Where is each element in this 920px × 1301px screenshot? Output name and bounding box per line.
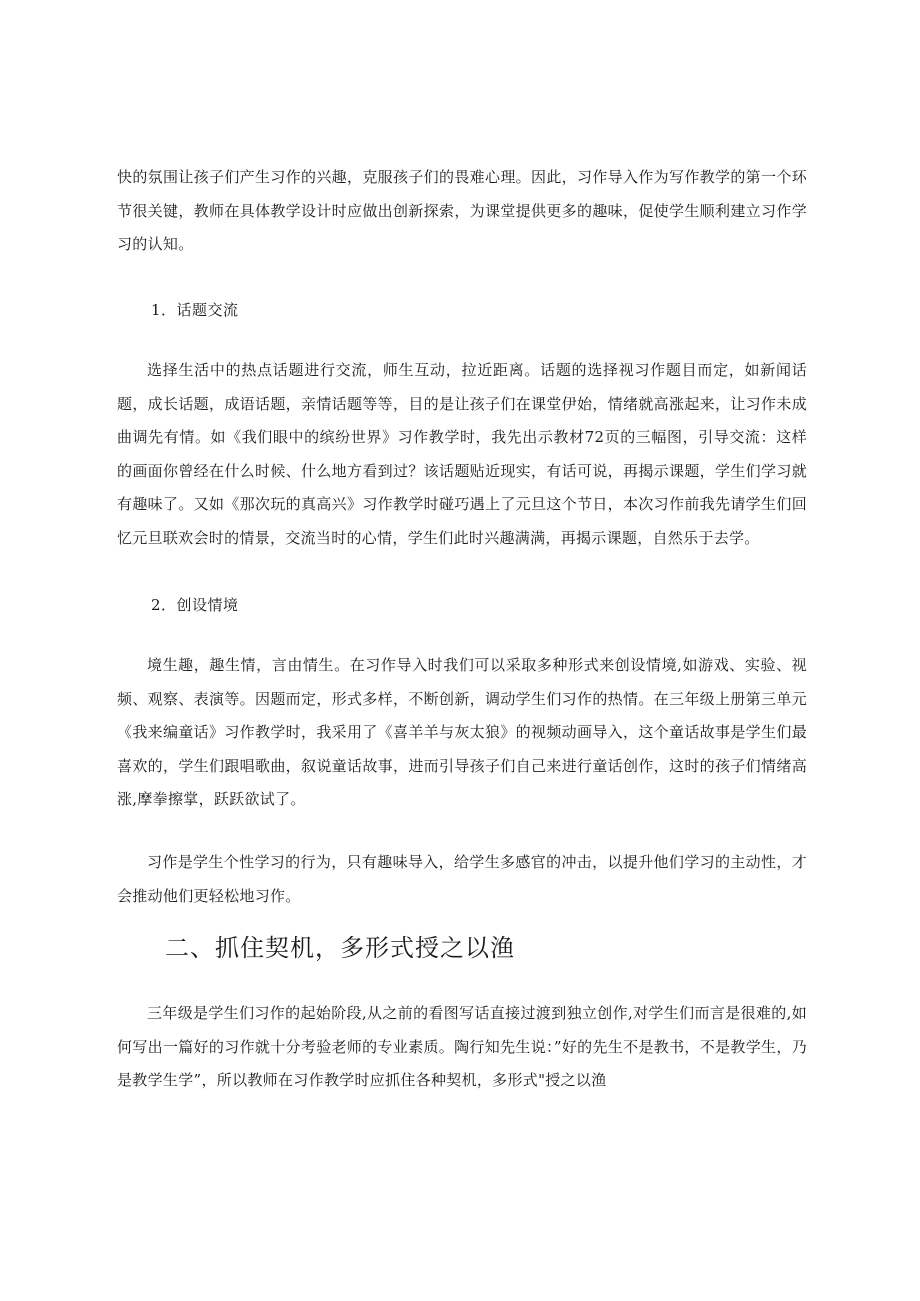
paragraph-summary: 习作是学生个性学习的行为，只有趣味导入，给学生多感官的冲击，以提升他们学习的主动性，才会推动他们更轻松地习作。 [117,853,807,905]
paragraph-topic-exchange: 选择生活中的热点话题进行交流，师生互动，拉近距离。话题的选择视习作题目而定，如新闻话题，成长话题，成语话题，亲情话题等等，目的是让孩子们在课堂伊始，情绪就高涨起来，让习作未成曲调先有情。如《我们眼中的缤纷世界》习作教学时，我先出示教材72页的三幅图，引导交流：这样的画面你曾经在什么时候、什么地方看到过？该话题贴近现实，有话可说，再揭示课题，学生们学习就有趣味了。又如《那次玩的真高兴》习作教学时碰巧遇上了元旦这个节日，本次习作前我先请学生们回忆元旦联欢会时的情景，交流当时的心情，学生们此时兴趣满满，再揭示课题，自然乐于去学。 [117,361,807,547]
section-heading-2: 二、抓住契机，多形式授之以渔 [165,934,515,962]
subheading-create-scene: 2．创设情境 [151,596,239,614]
paragraph-create-scene: 境生趣，趣生情，言由情生。在习作导入时我们可以采取多种形式来创设情境,如游戏、实验、视频、观察、表演等。因题而定，形式多样，不断创新，调动学生们习作的热情。在三年级上册第三单元《我来编童话》习作教学时，我采用了《喜羊羊与灰太狼》的视频动画导入，这个童话故事是学生们最喜欢的，学生们跟唱歌曲，叙说童话故事，进而引导孩子们自己来进行童话创作，这时的孩子们情绪高涨,摩拳擦掌，跃跃欲试了。 [117,656,807,808]
paragraph-grade3: 三年级是学生们习作的起始阶段,从之前的看图写话直接过渡到独立创作,对学生们而言是很难的,如何写出一篇好的习作就十分考验老师的专业素质。陶行知先生说：”好的先生不是教书，不是教学生，乃是教学生学”，所以教师在习作教学时应抓住各种契机，多形式"授之以渔 [117,1004,807,1089]
paragraph-intro: 快的氛围让孩子们产生习作的兴趣，克服孩子们的畏难心理。因此，习作导入作为写作教学的第一个环节很关键，教师在具体教学设计时应做出创新探索，为课堂提供更多的趣味，促使学生顺利建立习作学习的认知。 [117,168,807,253]
subheading-topic-exchange: 1．话题交流 [151,301,239,319]
